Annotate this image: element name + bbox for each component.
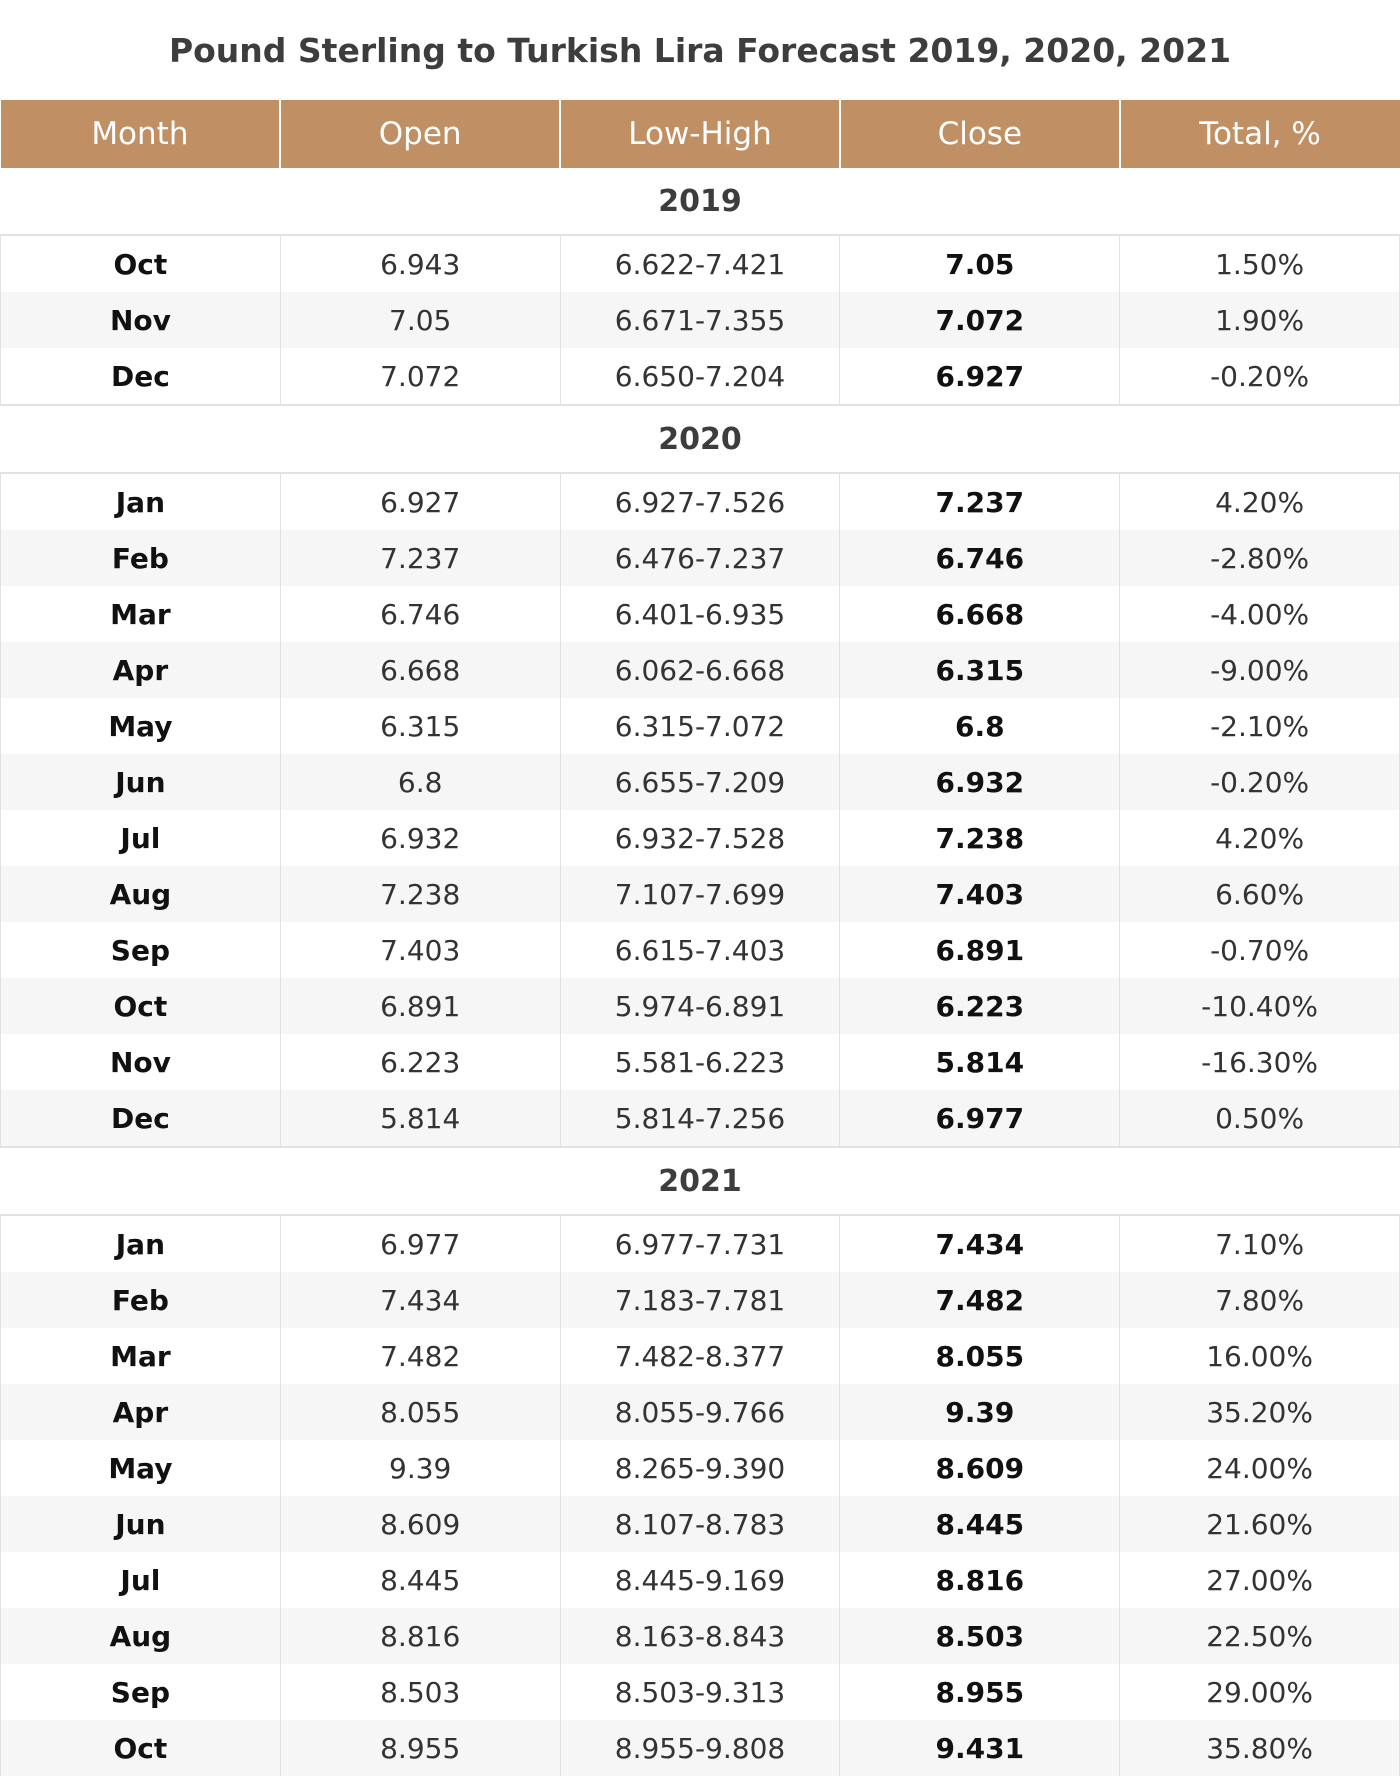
table-row: [1, 810, 1400, 866]
month-cell: Oct: [1, 1720, 281, 1776]
total-cell: 24.00%: [1120, 1440, 1400, 1496]
total-cell: 0.50%: [1120, 1090, 1400, 1147]
close-cell: 7.403: [840, 866, 1120, 922]
open-cell: 7.237: [280, 530, 560, 586]
month-cell: Aug: [1, 866, 281, 922]
open-cell: 7.482: [280, 1328, 560, 1384]
total-cell: -9.00%: [1120, 642, 1400, 698]
month-cell: Dec: [1, 348, 281, 405]
month-cell: Sep: [1, 922, 281, 978]
column-header-month: Month: [1, 100, 281, 168]
total-cell: 27.00%: [1120, 1552, 1400, 1608]
open-cell: 9.39: [280, 1440, 560, 1496]
close-cell: 6.977: [840, 1090, 1120, 1147]
total-cell: -0.70%: [1120, 922, 1400, 978]
low-high-cell: 8.265-9.390: [560, 1440, 840, 1496]
open-cell: 7.403: [280, 922, 560, 978]
low-high-cell: 6.650-7.204: [560, 348, 840, 405]
table-row: [1, 473, 1400, 530]
close-cell: 9.39: [840, 1384, 1120, 1440]
total-cell: 4.20%: [1120, 473, 1400, 530]
month-cell: Feb: [1, 1272, 281, 1328]
column-header-total: Total, %: [1120, 100, 1400, 168]
close-cell: 8.609: [840, 1440, 1120, 1496]
open-cell: 6.977: [280, 1215, 560, 1272]
month-cell: Mar: [1, 1328, 281, 1384]
total-cell: -4.00%: [1120, 586, 1400, 642]
month-cell: Apr: [1, 642, 281, 698]
month-cell: Sep: [1, 1664, 281, 1720]
table-row: [1, 1664, 1400, 1720]
low-high-cell: 6.622-7.421: [560, 235, 840, 292]
month-cell: Nov: [1, 292, 281, 348]
table-row: [1, 642, 1400, 698]
open-cell: 8.503: [280, 1664, 560, 1720]
open-cell: 6.223: [280, 1034, 560, 1090]
close-cell: 7.237: [840, 473, 1120, 530]
close-cell: 7.05: [840, 235, 1120, 292]
total-cell: 7.10%: [1120, 1215, 1400, 1272]
table-row: [1, 1608, 1400, 1664]
total-cell: 6.60%: [1120, 866, 1400, 922]
open-cell: 6.315: [280, 698, 560, 754]
year-group-row: [1, 405, 1400, 473]
open-cell: 6.943: [280, 235, 560, 292]
low-high-cell: 8.955-9.808: [560, 1720, 840, 1776]
table-row: [1, 1496, 1400, 1552]
page-title: Pound Sterling to Turkish Lira Forecast 2019, 2020, 2021: [168, 31, 1232, 70]
low-high-cell: 6.401-6.935: [560, 586, 840, 642]
low-high-cell: 7.482-8.377: [560, 1328, 840, 1384]
close-cell: 6.891: [840, 922, 1120, 978]
table-row: [1, 922, 1400, 978]
close-cell: 6.315: [840, 642, 1120, 698]
month-cell: Jun: [1, 1496, 281, 1552]
low-high-cell: 6.977-7.731: [560, 1215, 840, 1272]
total-cell: -0.20%: [1120, 348, 1400, 405]
open-cell: 8.609: [280, 1496, 560, 1552]
open-cell: 6.927: [280, 473, 560, 530]
open-cell: 8.816: [280, 1608, 560, 1664]
table-row: [1, 1440, 1400, 1496]
low-high-cell: 5.581-6.223: [560, 1034, 840, 1090]
open-cell: 7.05: [280, 292, 560, 348]
close-cell: 6.746: [840, 530, 1120, 586]
total-cell: 4.20%: [1120, 810, 1400, 866]
low-high-cell: 8.055-9.766: [560, 1384, 840, 1440]
close-cell: 7.434: [840, 1215, 1120, 1272]
month-cell: May: [1, 698, 281, 754]
open-cell: 6.746: [280, 586, 560, 642]
forecast-table: [0, 100, 1400, 1776]
month-cell: Nov: [1, 1034, 281, 1090]
total-cell: 1.90%: [1120, 292, 1400, 348]
low-high-cell: 6.671-7.355: [560, 292, 840, 348]
close-cell: 5.814: [840, 1034, 1120, 1090]
close-cell: 7.482: [840, 1272, 1120, 1328]
total-cell: 21.60%: [1120, 1496, 1400, 1552]
month-cell: Apr: [1, 1384, 281, 1440]
low-high-cell: 8.445-9.169: [560, 1552, 840, 1608]
open-cell: 7.072: [280, 348, 560, 405]
open-cell: 6.891: [280, 978, 560, 1034]
low-high-cell: 7.107-7.699: [560, 866, 840, 922]
open-cell: 7.238: [280, 866, 560, 922]
close-cell: 6.927: [840, 348, 1120, 405]
close-cell: 6.668: [840, 586, 1120, 642]
total-cell: 29.00%: [1120, 1664, 1400, 1720]
open-cell: 8.955: [280, 1720, 560, 1776]
total-cell: 1.50%: [1120, 235, 1400, 292]
low-high-cell: 8.107-8.783: [560, 1496, 840, 1552]
low-high-cell: 6.615-7.403: [560, 922, 840, 978]
close-cell: 6.223: [840, 978, 1120, 1034]
column-header-open: Open: [280, 100, 560, 168]
open-cell: 8.445: [280, 1552, 560, 1608]
close-cell: 6.932: [840, 754, 1120, 810]
month-cell: Oct: [1, 978, 281, 1034]
close-cell: 6.8: [840, 698, 1120, 754]
close-cell: 8.955: [840, 1664, 1120, 1720]
month-cell: Feb: [1, 530, 281, 586]
table-row: [1, 698, 1400, 754]
low-high-cell: 6.655-7.209: [560, 754, 840, 810]
month-cell: Aug: [1, 1608, 281, 1664]
year-group-row: [1, 168, 1400, 235]
month-cell: Jul: [1, 810, 281, 866]
table-row: [1, 1090, 1400, 1147]
low-high-cell: 5.814-7.256: [560, 1090, 840, 1147]
low-high-cell: 6.062-6.668: [560, 642, 840, 698]
total-cell: -0.20%: [1120, 754, 1400, 810]
table-row: [1, 586, 1400, 642]
table-row: [1, 1720, 1400, 1776]
table-body: [1, 168, 1400, 1776]
total-cell: 7.80%: [1120, 1272, 1400, 1328]
low-high-cell: 6.932-7.528: [560, 810, 840, 866]
low-high-cell: 8.163-8.843: [560, 1608, 840, 1664]
low-high-cell: 6.315-7.072: [560, 698, 840, 754]
close-cell: 8.445: [840, 1496, 1120, 1552]
table-row: [1, 978, 1400, 1034]
table-row: [1, 754, 1400, 810]
month-cell: Mar: [1, 586, 281, 642]
open-cell: 6.932: [280, 810, 560, 866]
open-cell: 7.434: [280, 1272, 560, 1328]
month-cell: Oct: [1, 235, 281, 292]
year-label: 2020: [1, 405, 1400, 473]
month-cell: May: [1, 1440, 281, 1496]
open-cell: 5.814: [280, 1090, 560, 1147]
close-cell: 8.055: [840, 1328, 1120, 1384]
table-row: [1, 1552, 1400, 1608]
table-row: [1, 235, 1400, 292]
open-cell: 8.055: [280, 1384, 560, 1440]
table-row: [1, 530, 1400, 586]
close-cell: 9.431: [840, 1720, 1120, 1776]
table-row: [1, 1328, 1400, 1384]
total-cell: -2.10%: [1120, 698, 1400, 754]
table-row: [1, 1384, 1400, 1440]
total-cell: 35.20%: [1120, 1384, 1400, 1440]
low-high-cell: 8.503-9.313: [560, 1664, 840, 1720]
close-cell: 7.072: [840, 292, 1120, 348]
table-row: [1, 866, 1400, 922]
month-cell: Jun: [1, 754, 281, 810]
year-label: 2021: [1, 1147, 1400, 1215]
total-cell: 35.80%: [1120, 1720, 1400, 1776]
column-header-close: Close: [840, 100, 1120, 168]
close-cell: 8.816: [840, 1552, 1120, 1608]
table-row: [1, 292, 1400, 348]
close-cell: 8.503: [840, 1608, 1120, 1664]
total-cell: 22.50%: [1120, 1608, 1400, 1664]
month-cell: Jan: [1, 473, 281, 530]
year-label: 2019: [1, 168, 1400, 235]
total-cell: 16.00%: [1120, 1328, 1400, 1384]
close-cell: 7.238: [840, 810, 1120, 866]
total-cell: -10.40%: [1120, 978, 1400, 1034]
month-cell: Dec: [1, 1090, 281, 1147]
table-row: [1, 1272, 1400, 1328]
year-group-row: [1, 1147, 1400, 1215]
month-cell: Jul: [1, 1552, 281, 1608]
low-high-cell: 6.927-7.526: [560, 473, 840, 530]
open-cell: 6.668: [280, 642, 560, 698]
table-row: [1, 348, 1400, 405]
low-high-cell: 6.476-7.237: [560, 530, 840, 586]
table-header-row: [1, 100, 1400, 168]
low-high-cell: 5.974-6.891: [560, 978, 840, 1034]
total-cell: -16.30%: [1120, 1034, 1400, 1090]
table-row: [1, 1034, 1400, 1090]
month-cell: Jan: [1, 1215, 281, 1272]
low-high-cell: 7.183-7.781: [560, 1272, 840, 1328]
open-cell: 6.8: [280, 754, 560, 810]
column-header-low-high: Low-High: [560, 100, 840, 168]
table-row: [1, 1215, 1400, 1272]
total-cell: -2.80%: [1120, 530, 1400, 586]
